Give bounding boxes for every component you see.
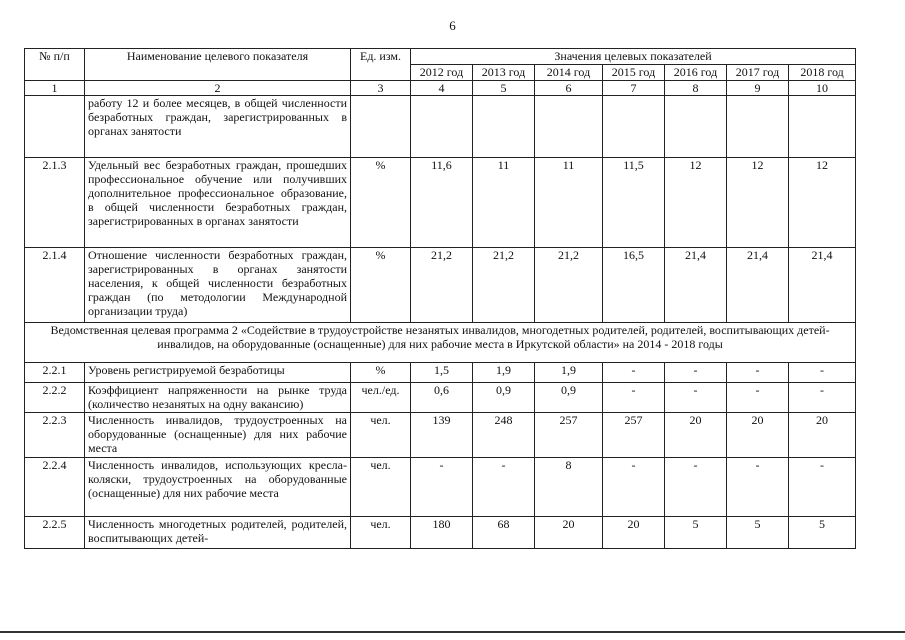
row-value: - (727, 383, 789, 413)
header-year: 2012 год (411, 65, 473, 81)
row-value: - (603, 383, 665, 413)
header-year: 2016 год (665, 65, 727, 81)
row-value: 21,4 (789, 248, 856, 323)
row-value: 5 (665, 517, 727, 549)
row-value: - (789, 383, 856, 413)
table-row (25, 413, 856, 458)
table-row (25, 458, 856, 517)
header-year: 2017 год (727, 65, 789, 81)
column-number: 2 (85, 81, 351, 96)
row-id (25, 96, 85, 158)
row-id: 2.2.2 (25, 383, 85, 413)
column-number: 6 (535, 81, 603, 96)
row-value: 11 (473, 158, 535, 248)
header-no: № п/п (25, 49, 85, 81)
row-value: 16,5 (603, 248, 665, 323)
row-name: Численность многодетных родителей, родителей, воспитывающих детей- (85, 517, 351, 549)
scan-edge-line (0, 631, 905, 633)
header-year: 2014 год (535, 65, 603, 81)
row-value: 248 (473, 413, 535, 458)
row-value: 180 (411, 517, 473, 549)
header-row-top (25, 49, 856, 65)
row-id: 2.1.4 (25, 248, 85, 323)
table-row (25, 96, 856, 158)
column-number: 9 (727, 81, 789, 96)
header-year: 2015 год (603, 65, 665, 81)
row-name: Отношение численности безработных граждан, зарегистрированных в органах занятости населения, к общей численности безработных граждан (по методологии Международной организации труда) (85, 248, 351, 323)
row-value: 11,6 (411, 158, 473, 248)
column-number: 10 (789, 81, 856, 96)
row-value: 257 (535, 413, 603, 458)
row-value: 5 (727, 517, 789, 549)
row-value: 20 (603, 517, 665, 549)
row-value: 1,5 (411, 363, 473, 383)
row-id: 2.2.3 (25, 413, 85, 458)
header-name: Наименование целевого показателя (85, 49, 351, 81)
row-value: 257 (603, 413, 665, 458)
header-year: 2018 год (789, 65, 856, 81)
row-id: 2.2.5 (25, 517, 85, 549)
row-value: 5 (789, 517, 856, 549)
row-value: - (789, 458, 856, 517)
row-value (411, 96, 473, 158)
row-value: - (789, 363, 856, 383)
target-indicators-table (24, 48, 856, 549)
section-title: Ведомственная целевая программа 2 «Содействие в трудоустройстве незанятых инвалидов, многодетных родителей, родителей, воспитывающих детей-инвалидов, на оборудованные (оснащенные) для них рабочие места в Иркутской области» на 2014 - 2018 годы (25, 323, 856, 363)
row-value: 11,5 (603, 158, 665, 248)
row-value (727, 96, 789, 158)
row-value: - (665, 363, 727, 383)
row-value: - (603, 458, 665, 517)
row-value: 21,2 (473, 248, 535, 323)
row-unit: чел. (351, 458, 411, 517)
row-name: Коэффициент напряженности на рынке труда (количество незанятых на одну вакансию) (85, 383, 351, 413)
column-number: 4 (411, 81, 473, 96)
row-value: 1,9 (535, 363, 603, 383)
row-value: 21,4 (665, 248, 727, 323)
row-unit: % (351, 248, 411, 323)
row-name: Уровень регистрируемой безработицы (85, 363, 351, 383)
row-unit: % (351, 158, 411, 248)
row-value (473, 96, 535, 158)
row-value (789, 96, 856, 158)
page-number: 6 (449, 18, 456, 33)
row-value: 21,2 (411, 248, 473, 323)
row-unit: чел. (351, 517, 411, 549)
section-row (25, 323, 856, 363)
row-id: 2.2.4 (25, 458, 85, 517)
column-number: 8 (665, 81, 727, 96)
row-value: 20 (535, 517, 603, 549)
row-value (603, 96, 665, 158)
row-value: 1,9 (473, 363, 535, 383)
row-value: 0,9 (535, 383, 603, 413)
row-value: - (665, 383, 727, 413)
row-value: 20 (789, 413, 856, 458)
header-unit: Ед. изм. (351, 49, 411, 81)
row-value (535, 96, 603, 158)
row-name: Численность инвалидов, использующих кресла-коляски, трудоустроенных на оборудованные (оснащенные) для них рабочие места (85, 458, 351, 517)
table-row (25, 363, 856, 383)
row-value: 11 (535, 158, 603, 248)
header-year: 2013 год (473, 65, 535, 81)
row-unit: чел./ед. (351, 383, 411, 413)
header-values-group: Значения целевых показателей (411, 49, 856, 65)
row-value (665, 96, 727, 158)
row-unit: % (351, 363, 411, 383)
row-value: - (727, 458, 789, 517)
table-row (25, 248, 856, 323)
row-value: 0,9 (473, 383, 535, 413)
row-name: Численность инвалидов, трудоустроенных на оборудованные (оснащенные) для них рабочие места (85, 413, 351, 458)
row-value: 20 (665, 413, 727, 458)
column-number: 5 (473, 81, 535, 96)
row-value: 12 (789, 158, 856, 248)
row-value: 20 (727, 413, 789, 458)
row-value: 8 (535, 458, 603, 517)
row-value: 139 (411, 413, 473, 458)
column-number: 7 (603, 81, 665, 96)
table-row (25, 383, 856, 413)
row-name: Удельный вес безработных граждан, прошедших профессиональное обучение или получивших дополнительное профессиональное образование, в общей численности безработных граждан, зарегистрированных в органах занятости (85, 158, 351, 248)
row-id: 2.2.1 (25, 363, 85, 383)
row-value: 21,4 (727, 248, 789, 323)
row-value: 12 (665, 158, 727, 248)
numbering-row (25, 81, 856, 96)
row-value: - (473, 458, 535, 517)
column-number: 3 (351, 81, 411, 96)
row-unit: чел. (351, 413, 411, 458)
row-id: 2.1.3 (25, 158, 85, 248)
row-value: - (411, 458, 473, 517)
row-value: - (603, 363, 665, 383)
row-value: - (727, 363, 789, 383)
row-value: 0,6 (411, 383, 473, 413)
row-value: - (665, 458, 727, 517)
row-value: 21,2 (535, 248, 603, 323)
row-value: 68 (473, 517, 535, 549)
table-row (25, 158, 856, 248)
row-value: 12 (727, 158, 789, 248)
row-unit (351, 96, 411, 158)
column-number: 1 (25, 81, 85, 96)
table-row (25, 517, 856, 549)
row-name: работу 12 и более месяцев, в общей численности безработных граждан, зарегистрированных в органах занятости (85, 96, 351, 158)
